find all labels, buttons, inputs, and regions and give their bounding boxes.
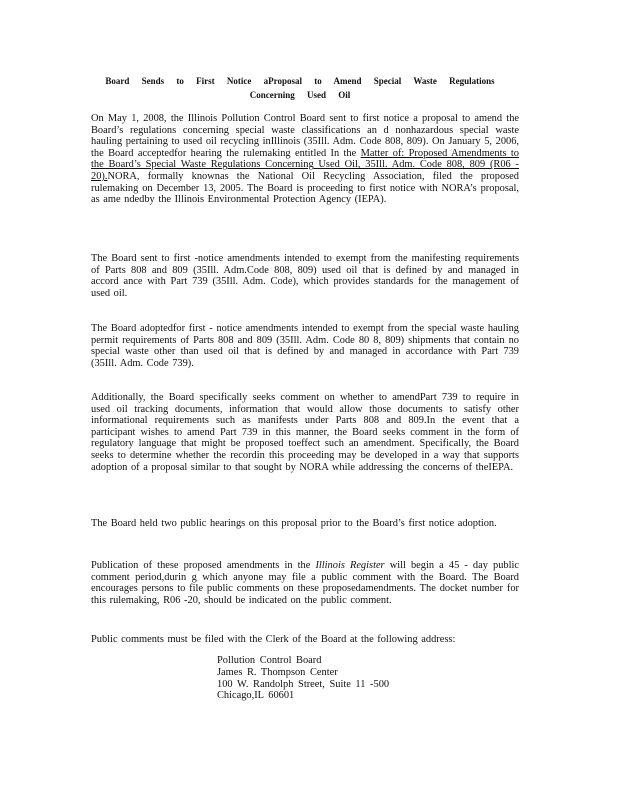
paragraph-hearings: The Board held two public hearings on this proposal prior to the Board’s first notice adoption. [91, 518, 497, 529]
title-line-1: Board Sends to First Notice aProposal to Amend Special Waste Regulations [105, 76, 495, 86]
paragraph-intro [91, 113, 519, 206]
rulemaking-title: Matter of: Proposed Amendments to the Board’s Special Waste Regulations Concerning Used Oil, 35Ill. Adm. Code 808, 809 (R06 - 20). [91, 147, 519, 182]
publication-text-cont: will begin a 45 - day public comment period,durin g which anyone may file a public comment with the Board. The Board encourages persons to file public comments on these proposedamendments. The docket number for this rulemaking, R06 -20, should be indicated on the public comment. [91, 560, 519, 606]
address-line-4: Chicago,IL 60601 [217, 690, 295, 702]
paragraph-comment-request: Additionally, the Board specifically seeks comment on whether to amendPart 739 to require in used oil tracking documents, information that would allow those documents to satisfy other informational requirements such as manifests under Parts 808 and 809.In the event that a participant wishes to amend Part 739 in this manner, the Board seeks comment in the form of regulatory language that might be proposed toeffect such an amendment. Specifically, the Board seeks to determine whether the recordin this proceeding may be developed in a way that supports adoption of a proposal similar to that sought by NORA while addressing the concerns of theIEPA. [91, 392, 519, 473]
paragraph-filing: Public comments must be filed with the Clerk of the Board at the following address: [91, 634, 456, 645]
address-line-2: James R. Thompson Center [217, 666, 338, 678]
document-title [100, 74, 500, 102]
title-line-2: Concerning Used Oil [249, 90, 351, 100]
paragraph-hauling-permit: The Board adoptedfor first - notice amendments intended to exempt from the special waste hauling permit requirements of Parts 808 and 809 (35Ill. Adm. Code 80 8, 809) shipments that contain no special waste other than used oil that is defined by and managed in accordance with Part 739 (35Ill. Adm. Code 739). [91, 323, 519, 369]
mailing-address [217, 655, 389, 702]
address-line-1: Pollution Control Board [217, 655, 322, 666]
intro-text-cont: NORA, formally knownas the National Oil Recycling Association, filed the proposed rulemaking on December 13, 2005. The Board is proceeding to first notice with NORA’s proposal, as ame ndedby the Illinois Environmental Protection Agency (IEPA). [91, 170, 519, 206]
publication-text: Publication of these proposed amendments in the [91, 560, 311, 571]
paragraph-manifesting: The Board sent to first -notice amendments intended to exempt from the manifesting requirements of Parts 808 and 809 (35Ill. Adm.Code 808, 809) used oil that is defined by and managed in accord ance with Part 739 (35Ill. Adm. Code), which provides standards for the management of used oil. [91, 253, 519, 299]
intro-text: On May 1, 2008, the Illinois Pollution Control Board sent to first notice a proposal to amend the Board’s regulations concerning special waste classifications an d nonhazardous special waste hauling pertaining to used oil recycling inIllinois (35Ill. Adm. Code 808, 809). On January 5, 2006, the Board acceptedfor hearing the rulemaking entitled In the [91, 113, 519, 159]
illinois-register: Illinois Register [315, 560, 385, 571]
address-line-3: 100 W. Randolph Street, Suite 11 -500 [217, 678, 390, 690]
paragraph-publication [91, 560, 519, 606]
